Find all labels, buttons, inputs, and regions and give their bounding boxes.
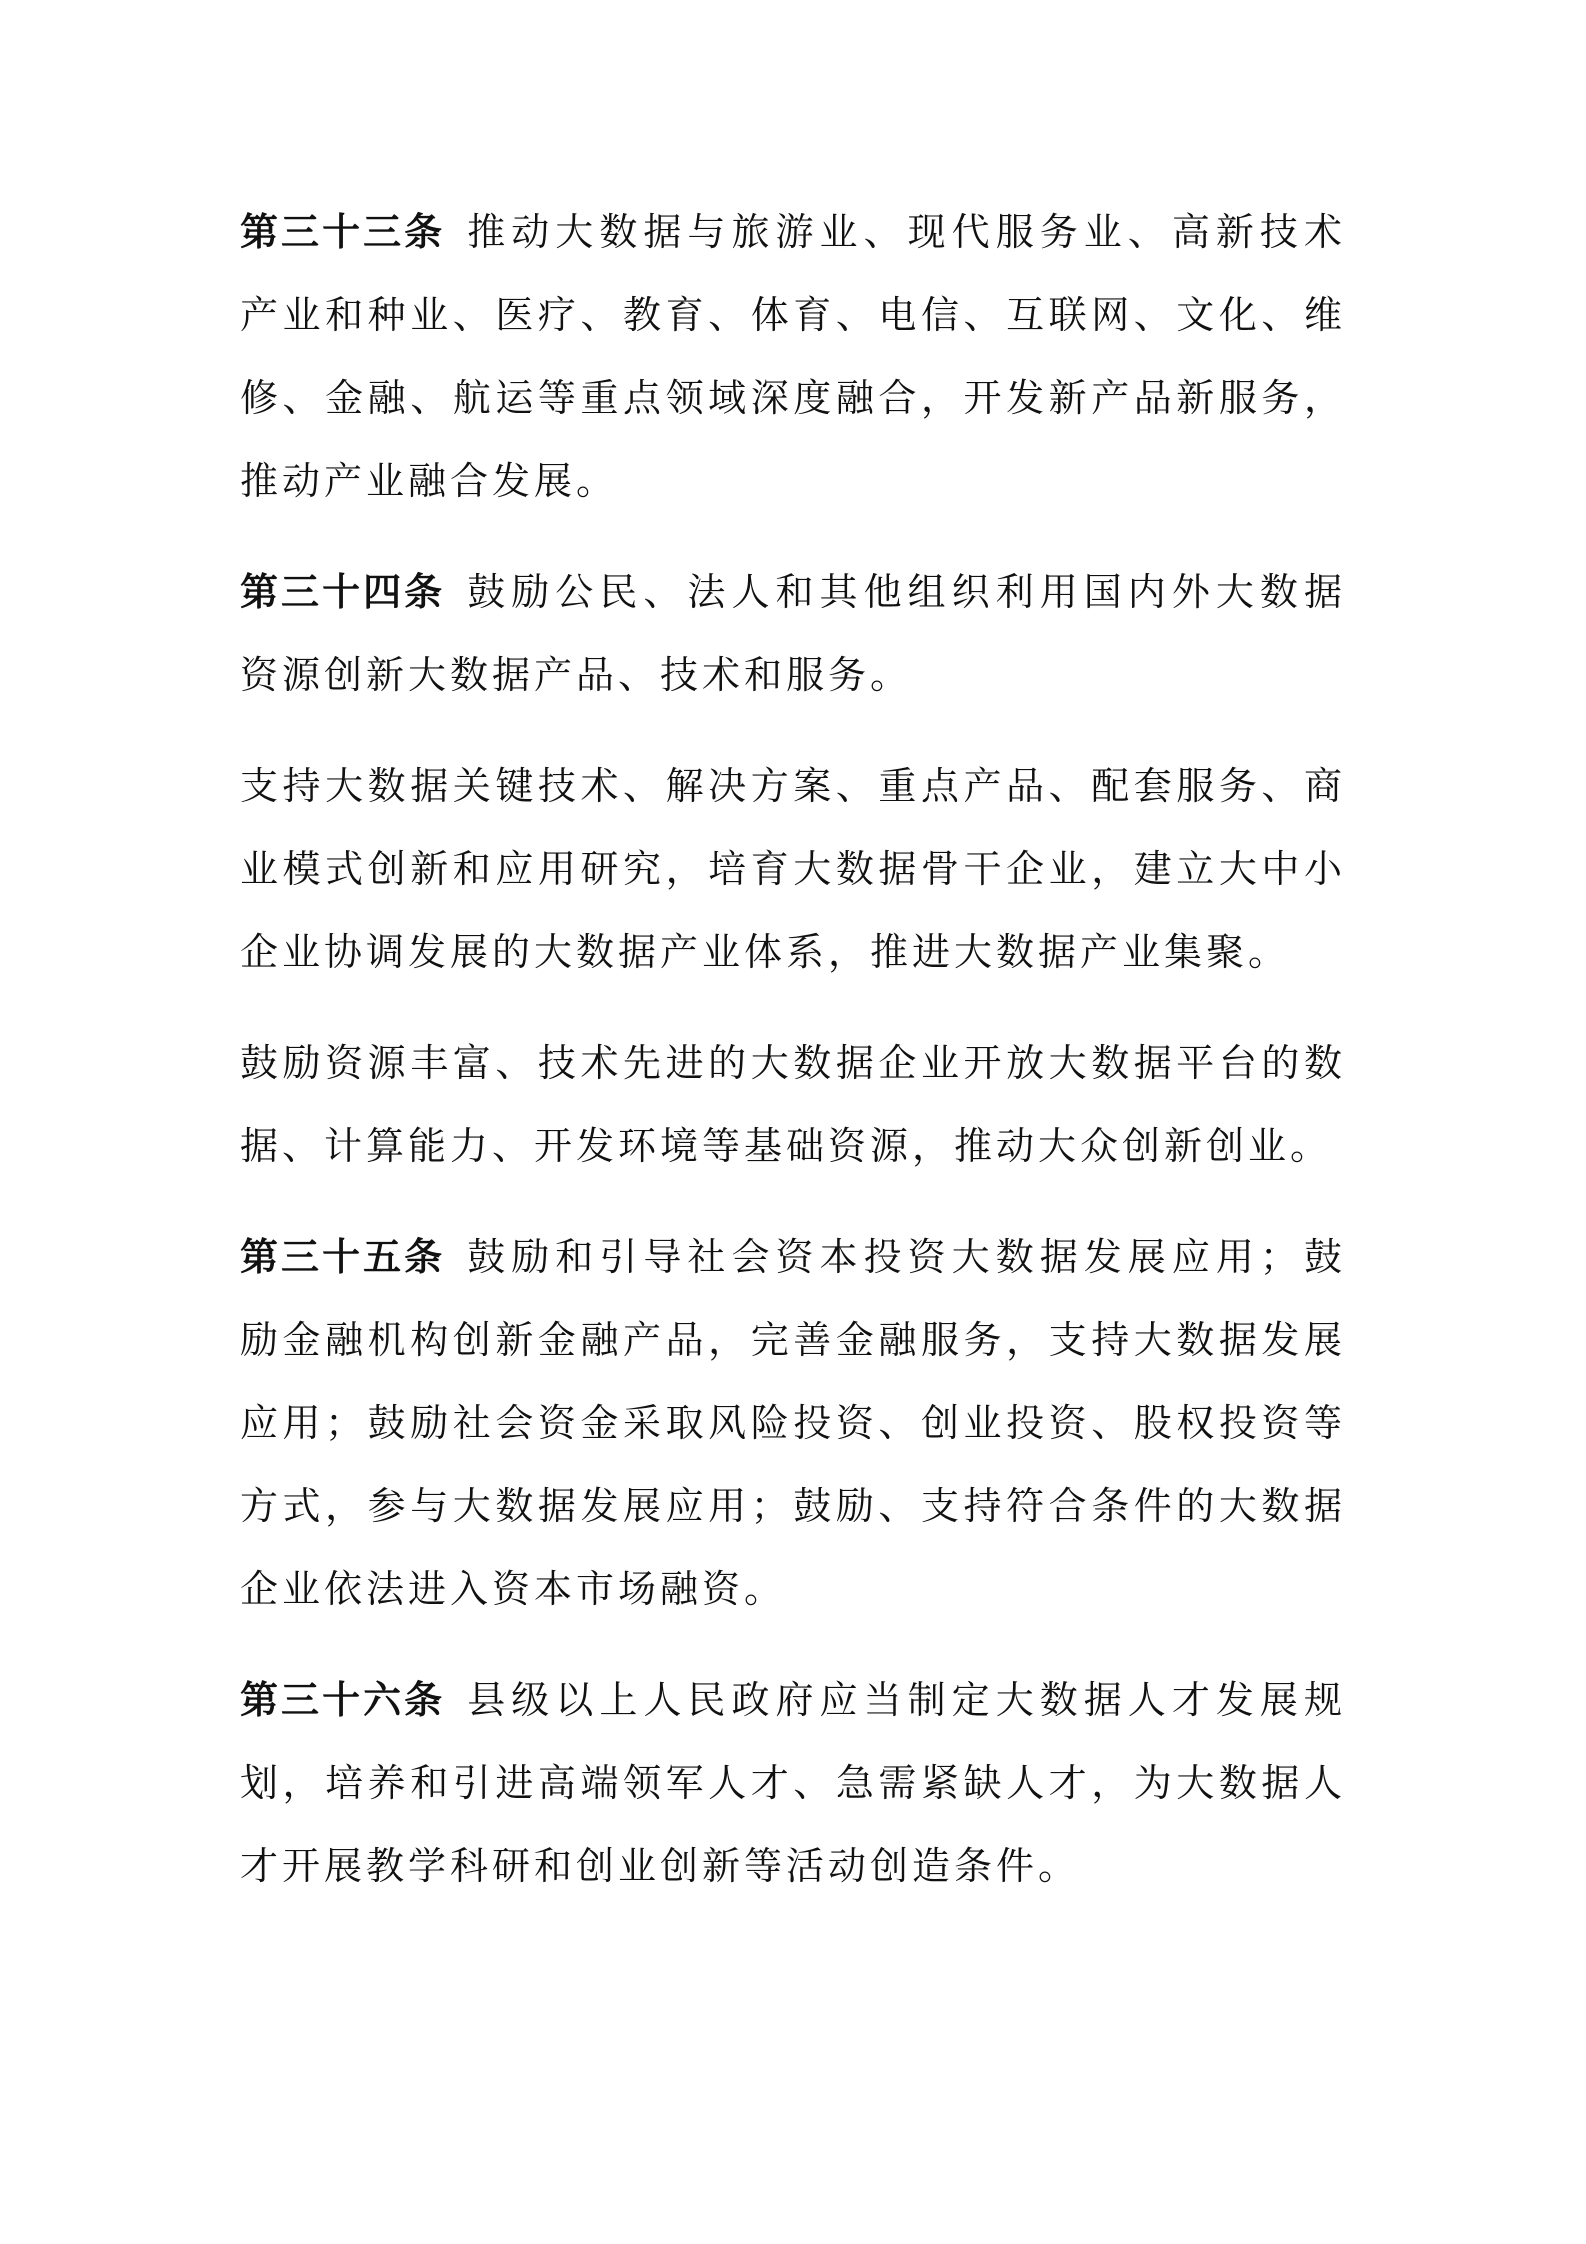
line-text: 应用；鼓励社会资金采取风险投资、创业投资、股权投资等 [240,1401,1346,1445]
line-text: 业模式创新和应用研究，培育大数据骨干企业，建立大中小 [240,847,1346,891]
line-text: 推动大数据与旅游业、现代服务业、高新技术 [467,210,1346,254]
article-paragraph [240,1659,1346,1908]
line-text: 划，培养和引进高端领军人才、急需紧缺人才，为大数据人 [240,1761,1346,1805]
paragraph-line [240,1742,1346,1825]
line-text: 鼓励和引导社会资本投资大数据发展应用；鼓 [467,1235,1346,1279]
paragraph-line [240,1825,1346,1908]
article-heading: 第三十三条 [240,210,446,254]
document-page [240,191,1346,1936]
paragraph-line [240,1465,1346,1548]
line-text: 方式，参与大数据发展应用；鼓励、支持符合条件的大数据 [240,1484,1346,1528]
paragraph-line [240,191,1346,274]
paragraph-line [240,1382,1346,1465]
paragraph-line [240,828,1346,911]
line-text: 修、金融、航运等重点领域深度融合，开发新产品新服务， [240,376,1346,420]
paragraph-line [240,1299,1346,1382]
paragraph-line [240,1659,1346,1742]
line-text: 推动产业融合发展。 [240,459,619,503]
line-text: 产业和种业、医疗、教育、体育、电信、互联网、文化、维 [240,293,1346,337]
line-text: 鼓励资源丰富、技术先进的大数据企业开放大数据平台的数 [240,1041,1346,1085]
article-paragraph [240,1022,1346,1188]
article-heading: 第三十四条 [240,570,446,614]
article-paragraph [240,191,1346,523]
paragraph-line [240,745,1346,828]
paragraph-line [240,357,1346,440]
paragraph-line [240,440,1346,523]
article-paragraph [240,1216,1346,1631]
article-paragraph [240,551,1346,717]
paragraph-line [240,274,1346,357]
line-text: 企业协调发展的大数据产业体系，推进大数据产业集聚。 [240,930,1291,974]
paragraph-line [240,1022,1346,1105]
paragraph-line [240,1548,1346,1631]
line-text: 鼓励公民、法人和其他组织利用国内外大数据 [467,570,1346,614]
line-text: 企业依法进入资本市场融资。 [240,1567,787,1611]
line-text: 支持大数据关键技术、解决方案、重点产品、配套服务、商 [240,764,1346,808]
paragraph-line [240,1105,1346,1188]
line-text: 资源创新大数据产品、技术和服务。 [240,653,913,697]
paragraph-line [240,634,1346,717]
paragraph-line [240,1216,1346,1299]
line-text: 县级以上人民政府应当制定大数据人才发展规 [467,1678,1346,1722]
article-paragraph [240,745,1346,994]
paragraph-line [240,551,1346,634]
article-heading: 第三十六条 [240,1678,446,1722]
line-text: 才开展教学科研和创业创新等活动创造条件。 [240,1844,1081,1888]
paragraph-line [240,911,1346,994]
article-heading: 第三十五条 [240,1235,446,1279]
line-text: 据、计算能力、开发环境等基础资源，推动大众创新创业。 [240,1124,1333,1168]
line-text: 励金融机构创新金融产品，完善金融服务，支持大数据发展 [240,1318,1346,1362]
